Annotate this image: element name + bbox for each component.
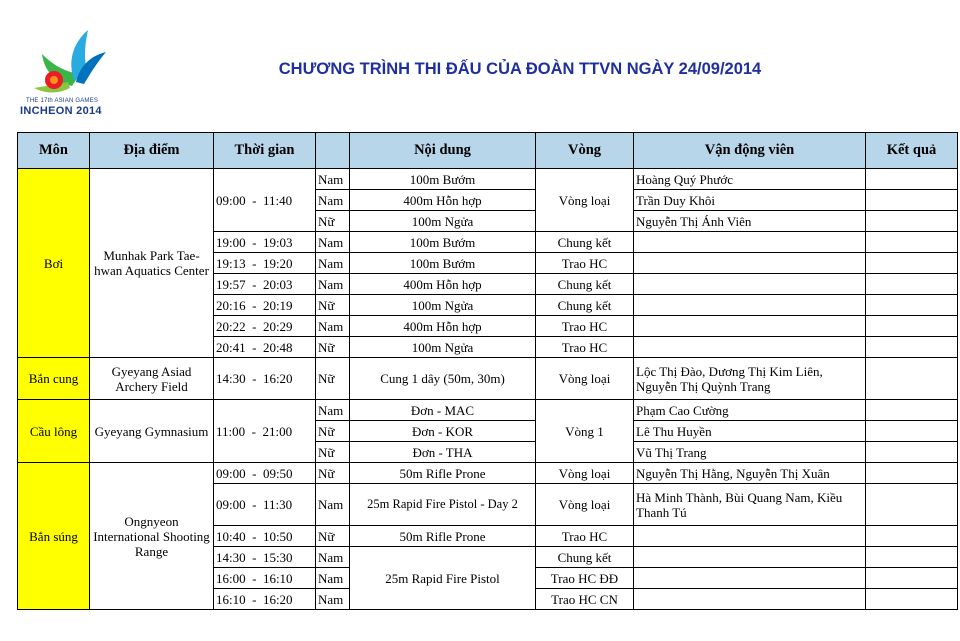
event-cell: 25m Rapid Fire Pistol - Day 2 — [350, 484, 536, 526]
athlete-cell — [634, 274, 866, 295]
gender-cell: Nam — [316, 484, 350, 526]
header-ket-qua: Kết quả — [866, 133, 958, 169]
event-cell: Đơn - KOR — [350, 421, 536, 442]
event-cell: 400m Hỗn hợp — [350, 274, 536, 295]
event-cell: 25m Rapid Fire Pistol — [350, 547, 536, 610]
event-cell: 100m Bướm — [350, 169, 536, 190]
event-cell: Cung 1 dây (50m, 30m) — [350, 358, 536, 400]
result-cell — [866, 589, 958, 610]
time-cell: 14:30 - 15:30 — [214, 547, 316, 568]
athlete-cell — [634, 547, 866, 568]
round-cell: Vòng loại — [536, 169, 634, 232]
schedule-table — [17, 132, 958, 610]
gender-cell: Nam — [316, 190, 350, 211]
gender-cell: Nữ — [316, 526, 350, 547]
event-cell: 400m Hỗn hợp — [350, 316, 536, 337]
time-cell: 09:00 - 11:30 — [214, 484, 316, 526]
round-cell: Chung kết — [536, 274, 634, 295]
sport-cell: Cầu lông — [18, 400, 90, 463]
gender-cell: Nữ — [316, 421, 350, 442]
round-cell: Trao HC — [536, 253, 634, 274]
athlete-cell: Lộc Thị Đào, Dương Thị Kim Liên, Nguyễn Thị Quỳnh Trang — [634, 358, 866, 400]
round-cell: Trao HC — [536, 337, 634, 358]
sport-cell: Bơi — [18, 169, 90, 358]
sport-cell: Bắn cung — [18, 358, 90, 400]
time-cell: 19:00 - 19:03 — [214, 232, 316, 253]
athlete-cell — [634, 295, 866, 316]
result-cell — [866, 316, 958, 337]
header-dia-diem: Địa điểm — [90, 133, 214, 169]
result-cell — [866, 190, 958, 211]
gender-cell: Nữ — [316, 463, 350, 484]
header-vdv: Vận động viên — [634, 133, 866, 169]
round-cell: Vòng loại — [536, 463, 634, 484]
result-cell — [866, 358, 958, 400]
header-thoi-gian: Thời gian — [214, 133, 316, 169]
table-row — [18, 463, 958, 484]
athlete-cell: Nguyễn Thị Hằng, Nguyễn Thị Xuân — [634, 463, 866, 484]
gender-cell: Nữ — [316, 295, 350, 316]
table-row — [18, 358, 958, 400]
header-vong: Vòng — [536, 133, 634, 169]
athlete-cell — [634, 232, 866, 253]
event-cell: 100m Ngửa — [350, 337, 536, 358]
table-header-row — [18, 133, 958, 169]
event-cell: 100m Bướm — [350, 232, 536, 253]
round-cell: Vòng loại — [536, 358, 634, 400]
athlete-cell: Hoàng Quý Phước — [634, 169, 866, 190]
athlete-cell — [634, 589, 866, 610]
header-mon: Môn — [18, 133, 90, 169]
result-cell — [866, 232, 958, 253]
event-cell: 100m Bướm — [350, 253, 536, 274]
athlete-cell — [634, 568, 866, 589]
event-cell: Đơn - THA — [350, 442, 536, 463]
round-cell: Chung kết — [536, 232, 634, 253]
event-cell: 50m Rifle Prone — [350, 463, 536, 484]
result-cell — [866, 484, 958, 526]
result-cell — [866, 274, 958, 295]
header-noi-dung: Nội dung — [350, 133, 536, 169]
round-cell: Trao HC — [536, 316, 634, 337]
athlete-cell: Vũ Thị Trang — [634, 442, 866, 463]
athlete-cell: Trần Duy Khôi — [634, 190, 866, 211]
result-cell — [866, 526, 958, 547]
venue-cell: Ongnyeon International Shooting Range — [90, 463, 214, 610]
time-cell: 16:00 - 16:10 — [214, 568, 316, 589]
time-cell: 19:13 - 19:20 — [214, 253, 316, 274]
event-cell: Đơn - MAC — [350, 400, 536, 421]
result-cell — [866, 253, 958, 274]
athlete-cell — [634, 526, 866, 547]
result-cell — [866, 169, 958, 190]
round-cell: Trao HC ĐĐ — [536, 568, 634, 589]
result-cell — [866, 463, 958, 484]
time-cell: 10:40 - 10:50 — [214, 526, 316, 547]
round-cell: Chung kết — [536, 547, 634, 568]
athlete-cell — [634, 253, 866, 274]
venue-cell: Gyeyang Gymnasium — [90, 400, 214, 463]
gender-cell: Nam — [316, 547, 350, 568]
event-cell: 100m Ngửa — [350, 211, 536, 232]
result-cell — [866, 400, 958, 421]
round-cell: Trao HC CN — [536, 589, 634, 610]
result-cell — [866, 421, 958, 442]
page-title: CHƯƠNG TRÌNH THI ĐẤU CỦA ĐOÀN TTVN NGÀY 24/09/2014 — [278, 60, 762, 78]
gender-cell: Nam — [316, 169, 350, 190]
athlete-cell: Phạm Cao Cường — [634, 400, 866, 421]
header-gender — [316, 133, 350, 169]
time-cell: 09:00 - 09:50 — [214, 463, 316, 484]
venue-cell: Gyeyang Asiad Archery Field — [90, 358, 214, 400]
gender-cell: Nam — [316, 253, 350, 274]
result-cell — [866, 442, 958, 463]
time-cell: 20:22 - 20:29 — [214, 316, 316, 337]
gender-cell: Nữ — [316, 337, 350, 358]
gender-cell: Nam — [316, 232, 350, 253]
event-cell: 400m Hỗn hợp — [350, 190, 536, 211]
result-cell — [866, 211, 958, 232]
time-cell: 14:30 - 16:20 — [214, 358, 316, 400]
round-cell: Vòng loại — [536, 484, 634, 526]
gender-cell: Nam — [316, 568, 350, 589]
gender-cell: Nam — [316, 274, 350, 295]
result-cell — [866, 547, 958, 568]
time-cell: 09:00 - 11:40 — [214, 169, 316, 232]
logo-caption: THE 17th ASIAN GAMES — [26, 98, 99, 104]
athlete-cell — [634, 316, 866, 337]
time-cell: 16:10 - 16:20 — [214, 589, 316, 610]
time-cell: 20:16 - 20:19 — [214, 295, 316, 316]
sport-cell: Bắn súng — [18, 463, 90, 610]
table-row — [18, 400, 958, 421]
gender-cell: Nữ — [316, 358, 350, 400]
event-cell: 100m Ngửa — [350, 295, 536, 316]
gender-cell: Nam — [316, 316, 350, 337]
gender-cell: Nữ — [316, 442, 350, 463]
venue-cell: Munhak Park Tae-hwan Aquatics Center — [90, 169, 214, 358]
time-cell: 11:00 - 21:00 — [214, 400, 316, 463]
gender-cell: Nam — [316, 400, 350, 421]
round-cell: Trao HC — [536, 526, 634, 547]
athlete-cell: Lê Thu Huyền — [634, 421, 866, 442]
athlete-cell: Nguyễn Thị Ánh Viên — [634, 211, 866, 232]
round-cell: Chung kết — [536, 295, 634, 316]
result-cell — [866, 568, 958, 589]
time-cell: 19:57 - 20:03 — [214, 274, 316, 295]
result-cell — [866, 337, 958, 358]
athlete-cell — [634, 337, 866, 358]
result-cell — [866, 295, 958, 316]
time-cell: 20:41 - 20:48 — [214, 337, 316, 358]
athlete-cell: Hà Minh Thành, Bùi Quang Nam, Kiều Thanh Tú — [634, 484, 866, 526]
gender-cell: Nam — [316, 589, 350, 610]
gender-cell: Nữ — [316, 211, 350, 232]
round-cell: Vòng 1 — [536, 400, 634, 463]
table-row — [18, 169, 958, 190]
event-cell: 50m Rifle Prone — [350, 526, 536, 547]
logo-title: INCHEON 2014 — [20, 105, 102, 117]
